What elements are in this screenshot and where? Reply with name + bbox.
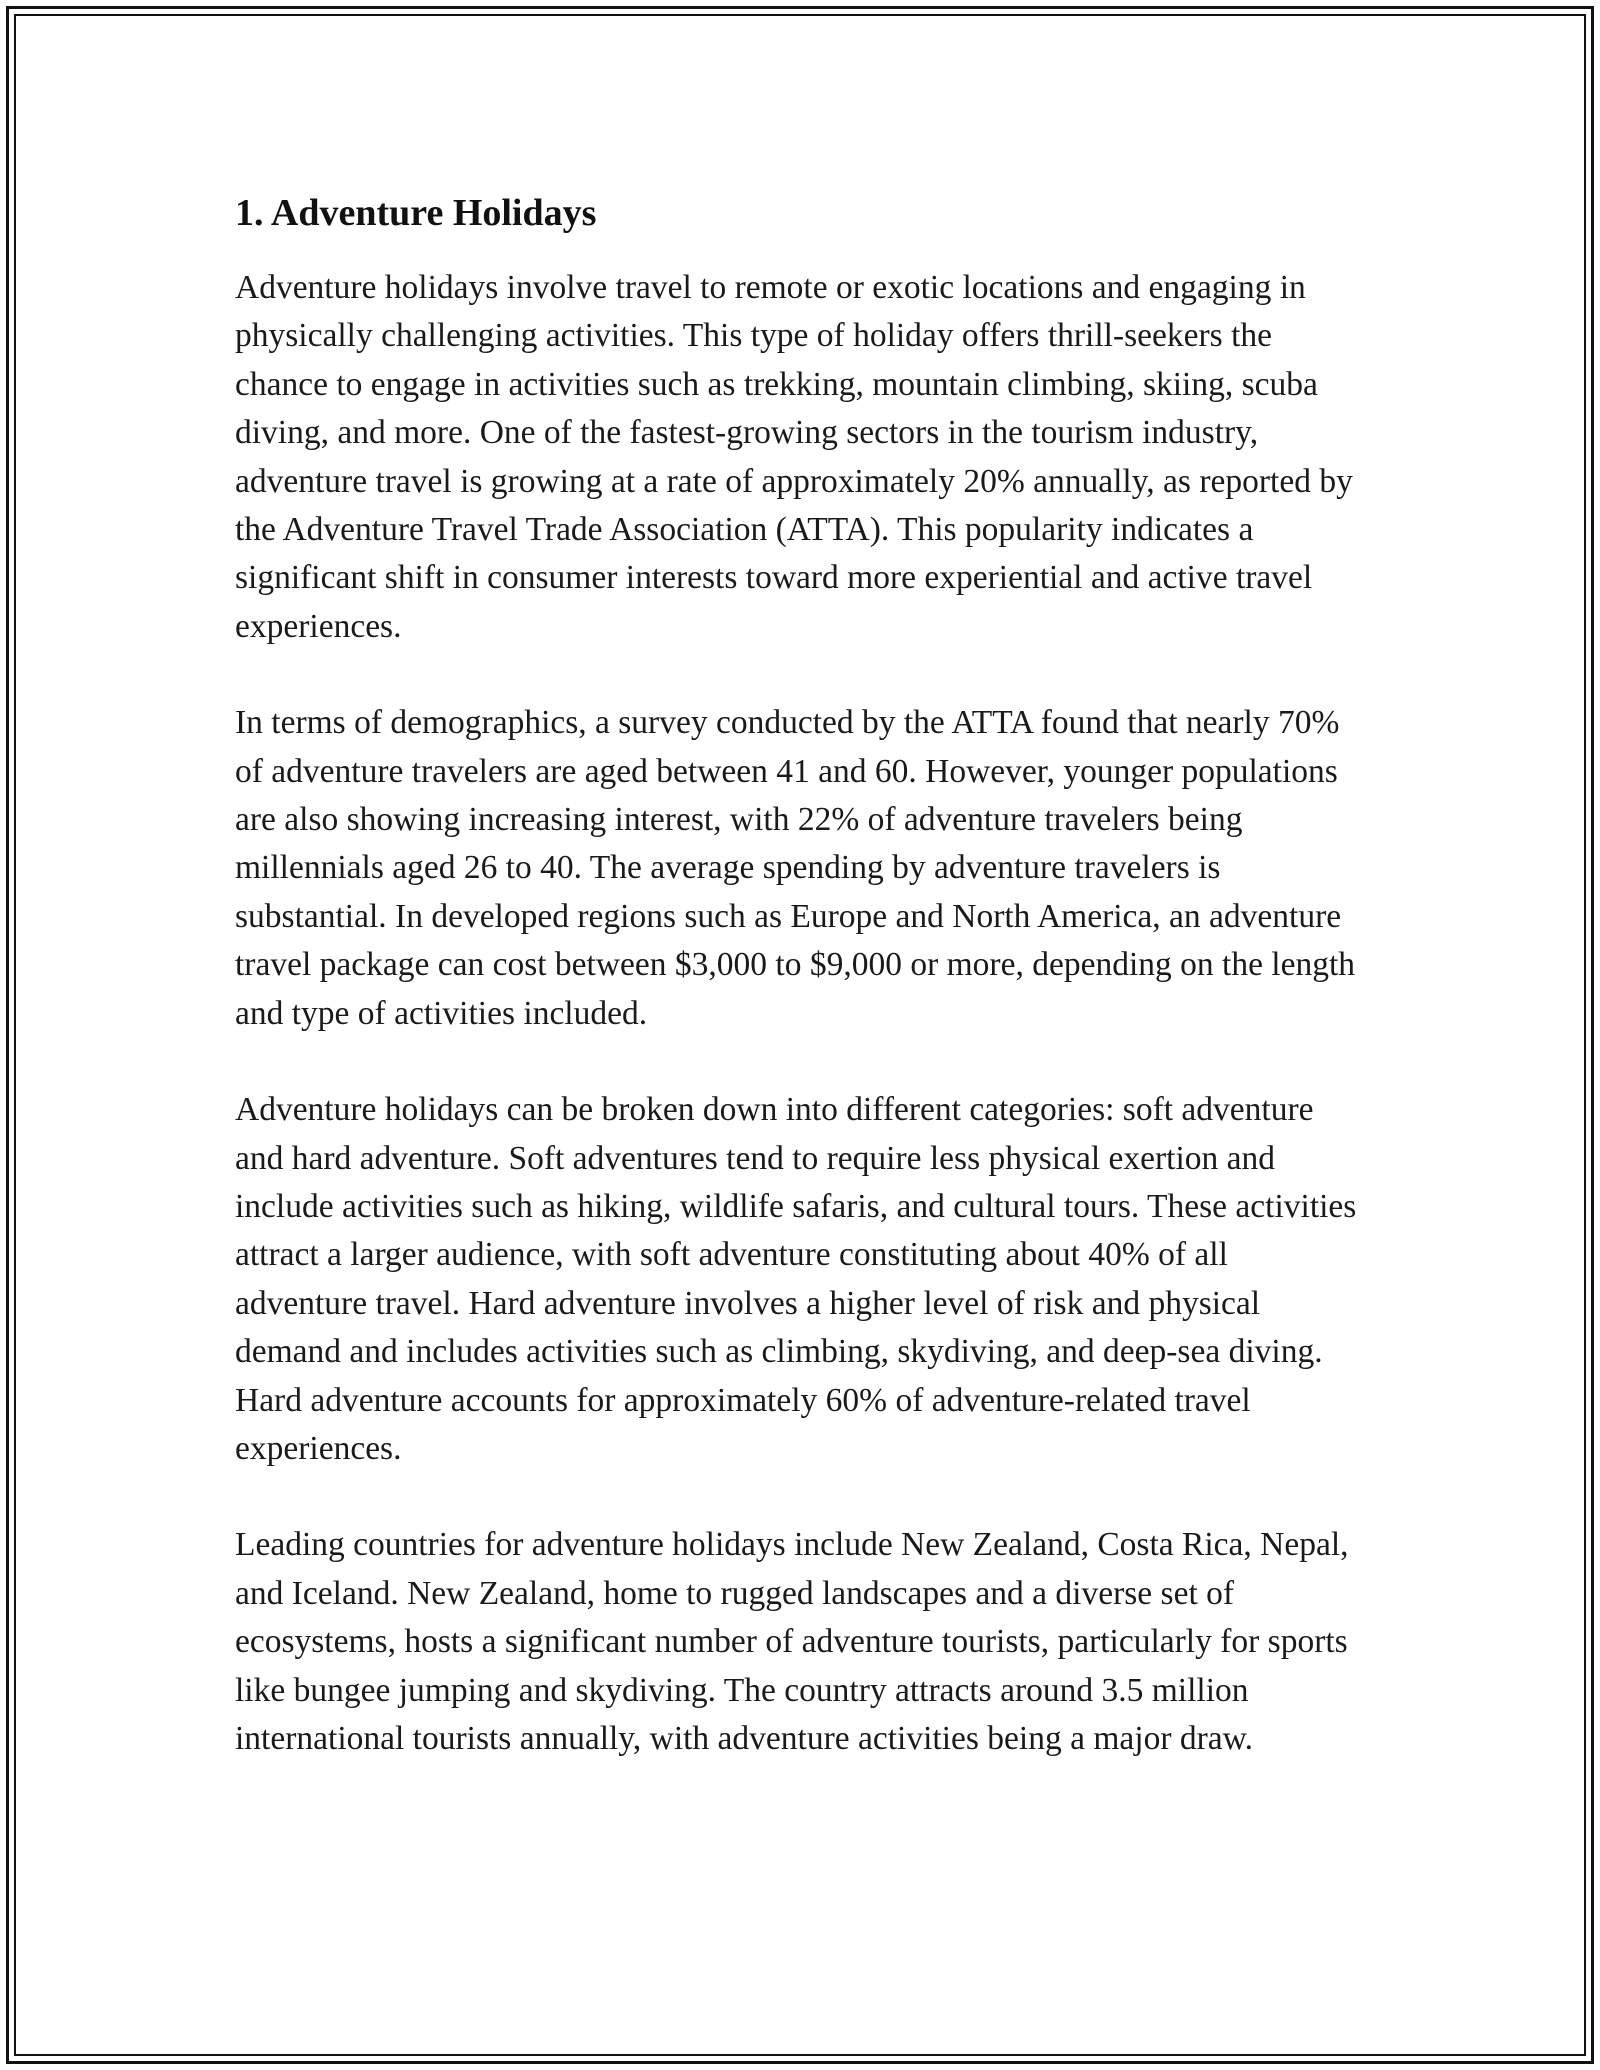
paragraph-demographics: In terms of demographics, a survey conducted by the ATTA found that nearly 70% of adventure travelers are aged between 41 and 60. However, younger populations are also showing increasing interest, with 22% of adventure travelers being millennials aged 26 to 40. The average spending by adventure travelers is substantial. In developed regions such as Europe and North America, an adventure travel package can cost between $3,000 to $9,000 or more, depending on the length and type of activities included. [235, 704, 1356, 1032]
section-heading: 1. Adventure Holidays [235, 192, 597, 234]
document-body [235, 186, 1365, 1763]
paragraph-overview: Adventure holidays involve travel to remote or exotic locations and engaging in physically challenging activities. This type of holiday offers thrill-seekers the chance to engage in activities such as trekking, mountain climbing, skiing, scuba diving, and more. One of the fastest-growing sectors in the tourism industry, adventure travel is growing at a rate of approximately 20% annually, as reported by the Adventure Travel Trade Association (ATTA). This popularity indicates a significant shift in consumer interests toward more experiential and active travel experiences. [235, 269, 1353, 645]
paragraph-categories: Adventure holidays can be broken down into different categories: soft adventure and hard adventure. Soft adventures tend to require less physical exertion and include activities such as hiking, wildlife safaris, and cultural tours. These activities attract a larger audience, with soft adventure constituting about 40% of all adventure travel. Hard adventure involves a higher level of risk and physical demand and includes activities such as climbing, skydiving, and deep-sea diving. Hard adventure accounts for approximately 60% of adventure-related travel experiences. [235, 1091, 1357, 1467]
paragraph-leading-countries: Leading countries for adventure holidays include New Zealand, Costa Rica, Nepal, and Iceland. New Zealand, home to rugged landscapes and a diverse set of ecosystems, hosts a significant number of adventure tourists, particularly for sports like bungee jumping and skydiving. The country attracts around 3.5 million international tourists annually, with adventure activities being a major draw. [235, 1526, 1349, 1757]
